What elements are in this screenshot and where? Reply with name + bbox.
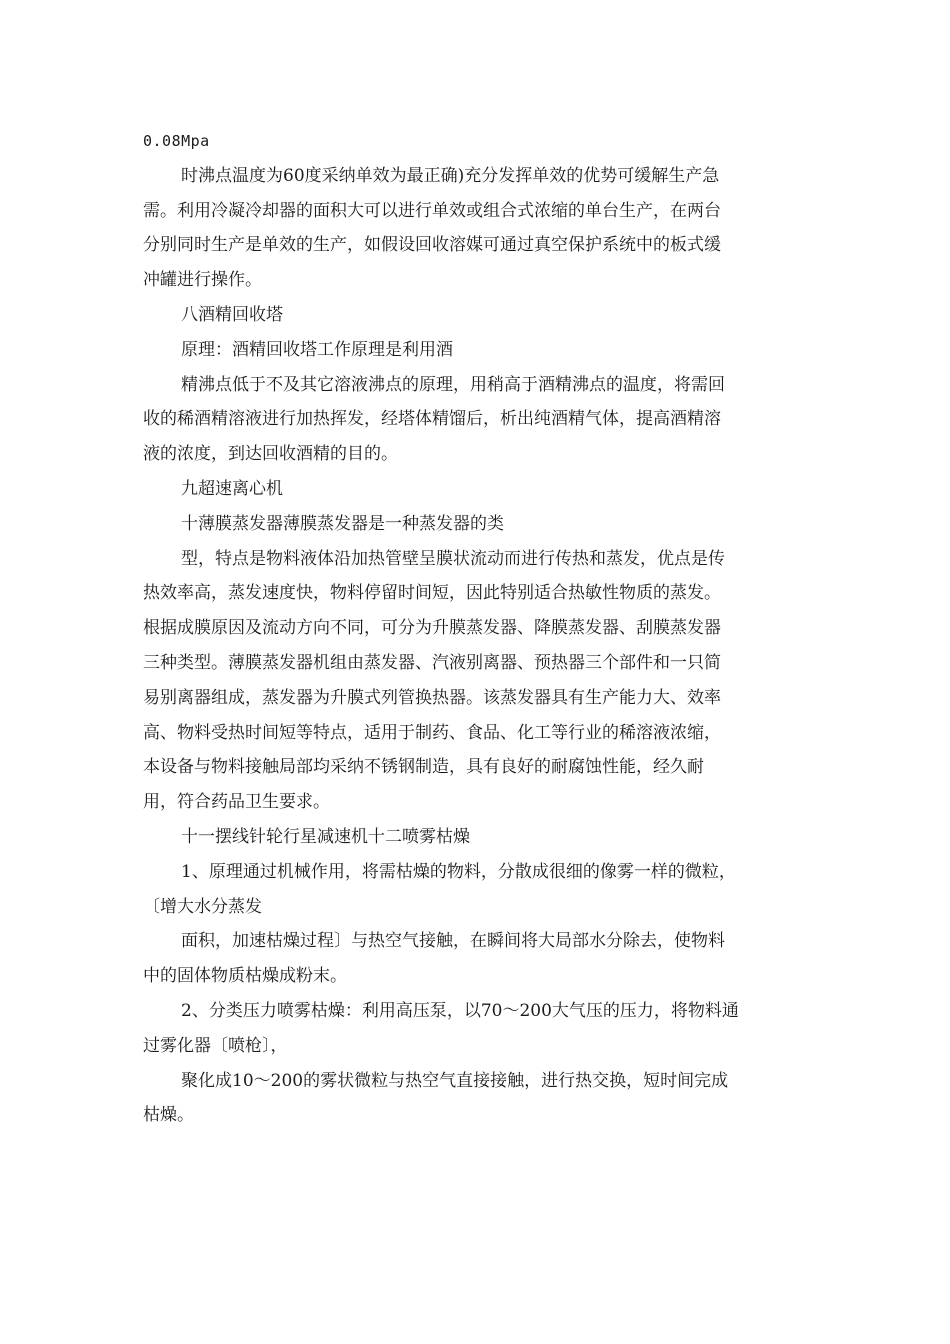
text-line: 高、物料受热时间短等特点，适用于制药、食品、化工等行业的稀溶液浓缩， bbox=[143, 722, 721, 743]
text-line: 时沸点温度为60度采纳单效为最正确)充分发挥单效的优势可缓解生产急 bbox=[181, 165, 720, 186]
text-line: 三种类型。薄膜蒸发器机组由蒸发器、汽液别离器、预热器三个部件和一只简 bbox=[143, 652, 721, 673]
text-line: 冲罐进行操作。 bbox=[143, 270, 262, 291]
text-line: 枯燥。 bbox=[143, 1105, 194, 1126]
text-line: 根据成膜原因及流动方向不同，可分为升膜蒸发器、降膜蒸发器、刮膜蒸发器 bbox=[143, 618, 721, 639]
text-line: 需。利用冷凝冷却器的面积大可以进行单效或组合式浓缩的单台生产，在两台 bbox=[143, 200, 721, 221]
document-body bbox=[143, 124, 807, 1133]
text-line: 面积，加速枯燥过程〕与热空气接触，在瞬间将大局部水分除去，使物料 bbox=[181, 931, 725, 952]
text-line: 本设备与物料接触局部均采纳不锈钢制造，具有良好的耐腐蚀性能，经久耐 bbox=[143, 757, 704, 778]
text-line: 中的固体物质枯燥成粉末。 bbox=[143, 966, 347, 987]
text-line: 型，特点是物料液体沿加热管壁呈膜状流动而进行传热和蒸发，优点是传 bbox=[181, 548, 725, 569]
text-line: 液的浓度，到达回收酒精的目的。 bbox=[143, 444, 398, 465]
text-line: 1、原理通过机械作用，将需枯燥的物料，分散成很细的像雾一样的微粒， bbox=[181, 861, 736, 882]
text-line: 热效率高，蒸发速度快，物料停留时间短，因此特别适合热敏性物质的蒸发。 bbox=[143, 583, 721, 604]
text-line: 〔增大水分蒸发 bbox=[143, 896, 262, 917]
text-line: 分别同时生产是单效的生产，如假设回收溶媒可通过真空保护系统中的板式缓 bbox=[143, 235, 721, 256]
text-line: 精沸点低于不及其它溶液沸点的原理，用稍高于酒精沸点的温度，将需回 bbox=[181, 374, 725, 395]
text-line: 收的稀酒精溶液进行加热挥发，经塔体精馏后，析出纯酒精气体，提高酒精溶 bbox=[143, 409, 721, 430]
text-line: 用，符合药品卫生要求。 bbox=[143, 792, 330, 813]
text-line: 十薄膜蒸发器薄膜蒸发器是一种蒸发器的类 bbox=[181, 513, 504, 534]
text-line: 过雾化器〔喷枪〕， bbox=[143, 1035, 288, 1056]
text-line: 聚化成10～200的雾状微粒与热空气直接接触，进行热交换，短时间完成 bbox=[181, 1070, 729, 1091]
text-line: 原理：酒精回收塔工作原理是利用酒 bbox=[181, 339, 453, 360]
text-line: 易别离器组成，蒸发器为升膜式列管换热器。该蒸发器具有生产能力大、效率 bbox=[143, 687, 721, 708]
text-line: 0.08Mpa bbox=[143, 132, 210, 150]
section-heading: 八酒精回收塔 bbox=[181, 304, 283, 325]
text-line: 2、分类压力喷雾枯燥：利用高压泵，以70～200大气压的压力，将物料通 bbox=[181, 1000, 739, 1021]
section-heading: 九超速离心机 bbox=[181, 478, 283, 499]
section-heading: 十一摆线针轮行星减速机十二喷雾枯燥 bbox=[181, 826, 470, 847]
